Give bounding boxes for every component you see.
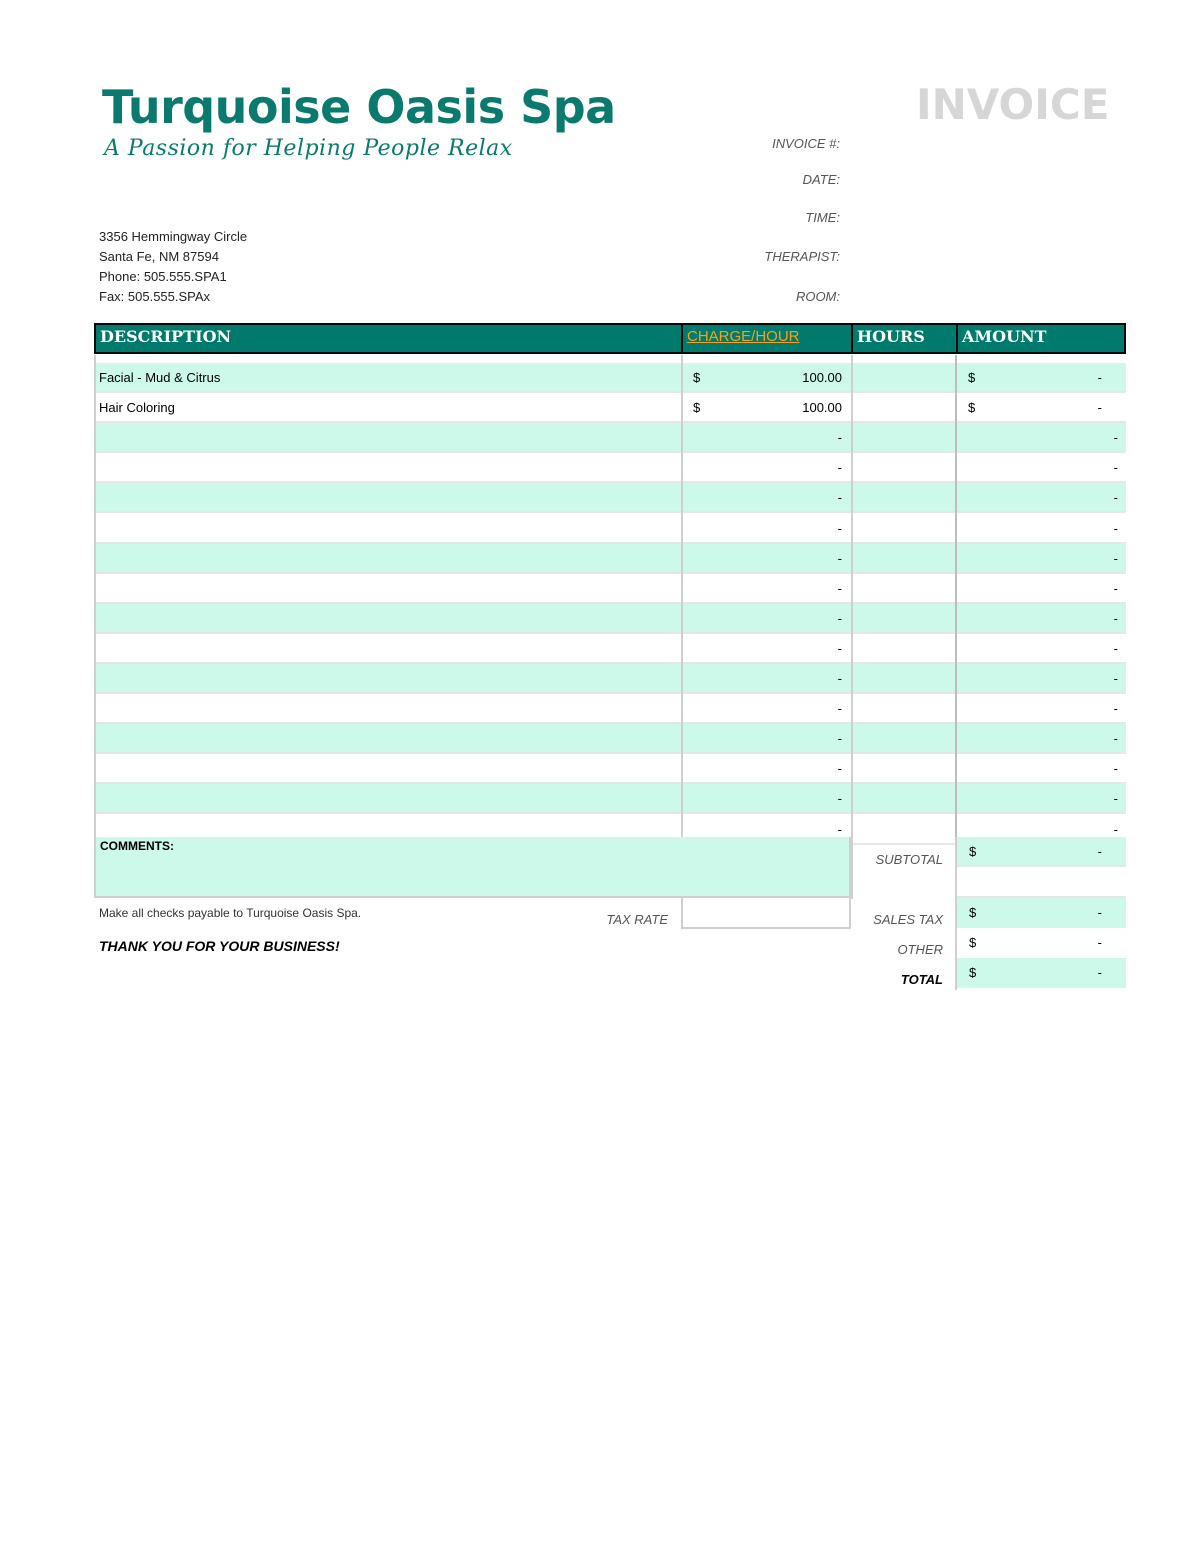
therapist-label: THERAPIST:	[764, 249, 840, 264]
date-label: DATE:	[802, 172, 840, 187]
charge-cell[interactable]: -	[837, 731, 842, 747]
table-row[interactable]	[94, 694, 1126, 724]
other-currency: $	[969, 935, 977, 950]
description-cell[interactable]: Facial - Mud & Citrus	[99, 370, 221, 385]
phone-line: Phone: 505.555.SPA1	[99, 269, 227, 284]
charge-cell[interactable]: 100.00	[802, 370, 842, 385]
amount-cell[interactable]: -	[1113, 731, 1118, 747]
charge-cell[interactable]: -	[837, 610, 842, 626]
company-name: Turquoise Oasis Spa	[102, 80, 616, 134]
thank-you-message: THANK YOU FOR YOUR BUSINESS!	[99, 938, 340, 954]
table-row[interactable]	[94, 453, 1126, 483]
amount-cell[interactable]: -	[1113, 550, 1118, 566]
sales-tax-label: SALES TAX	[873, 912, 943, 927]
description-cell[interactable]: Hair Coloring	[99, 400, 175, 416]
charge-cell[interactable]: -	[837, 580, 842, 596]
column-divider	[851, 355, 853, 845]
table-row[interactable]	[94, 574, 1126, 604]
amount-cell[interactable]: -	[1113, 490, 1118, 506]
comments-box[interactable]	[94, 837, 851, 898]
tax-rate-input[interactable]	[681, 898, 851, 929]
other-label: OTHER	[897, 942, 943, 957]
table-header	[94, 323, 1126, 354]
amount-cell[interactable]: -	[1113, 460, 1118, 476]
table-row[interactable]	[94, 664, 1126, 694]
fax-line: Fax: 505.555.SPAx	[99, 289, 211, 304]
charge-cell[interactable]: -	[837, 821, 842, 837]
amount-cell[interactable]: -	[1113, 821, 1118, 837]
header-charge-hour[interactable]: CHARGE/HOUR	[687, 328, 800, 345]
amount-cell[interactable]: -	[1113, 610, 1118, 626]
column-divider	[94, 355, 96, 845]
amount-cell[interactable]: -	[1097, 370, 1102, 385]
charge-cell[interactable]: -	[837, 671, 842, 686]
charge-cell[interactable]: -	[837, 701, 842, 717]
amount-cell[interactable]: -	[1113, 701, 1118, 717]
address-line-2: Santa Fe, NM 87594	[99, 249, 219, 264]
amount-cell[interactable]: -	[1113, 580, 1118, 596]
table-row[interactable]	[94, 544, 1126, 574]
table-row[interactable]	[94, 634, 1126, 664]
comments-label: COMMENTS:	[100, 839, 174, 853]
table-row[interactable]	[94, 724, 1126, 754]
address-line-1: 3356 Hemmingway Circle	[99, 229, 248, 244]
column-divider	[955, 355, 957, 845]
charge-cell[interactable]: -	[837, 520, 842, 536]
amount-cell[interactable]: -	[1113, 791, 1118, 807]
column-divider	[681, 355, 683, 845]
sales-tax-value	[957, 898, 1126, 928]
header-description: DESCRIPTION	[100, 327, 232, 346]
table-row[interactable]	[94, 483, 1126, 513]
amount-cell[interactable]: -	[1113, 761, 1118, 777]
other-value[interactable]	[957, 928, 1126, 958]
charge-cell[interactable]: -	[837, 761, 842, 777]
table-row[interactable]	[94, 393, 1126, 423]
charge-cell[interactable]: -	[837, 430, 842, 446]
tax-rate-label: TAX RATE	[606, 912, 668, 927]
other-amount: -	[1097, 935, 1102, 950]
amount-cell[interactable]: -	[1097, 400, 1102, 416]
subtotal-value	[957, 837, 1126, 867]
charge-cell[interactable]: -	[837, 460, 842, 476]
table-row[interactable]	[94, 514, 1126, 544]
subtotal-spacer	[957, 868, 1126, 898]
charge-cell[interactable]: -	[837, 550, 842, 566]
amount-cell[interactable]: -	[1113, 520, 1118, 536]
table-row[interactable]	[94, 784, 1126, 814]
time-label: TIME:	[805, 210, 840, 225]
charge-currency-cell[interactable]: $	[693, 400, 701, 416]
charge-currency-cell[interactable]: $	[693, 370, 701, 385]
sales-tax-currency: $	[969, 905, 977, 920]
table-row[interactable]	[94, 423, 1126, 453]
charge-cell[interactable]: -	[837, 490, 842, 506]
amount-cell[interactable]: -	[1113, 430, 1118, 446]
company-tagline: A Passion for Helping People Relax	[104, 136, 513, 161]
charge-cell[interactable]: -	[837, 640, 842, 656]
invoice-title: INVOICE	[916, 80, 1110, 129]
total-currency: $	[969, 965, 977, 980]
charge-cell[interactable]: -	[837, 791, 842, 807]
header-amount: AMOUNT	[962, 327, 1047, 346]
sales-tax-amount: -	[1097, 905, 1102, 920]
total-label: TOTAL	[900, 972, 943, 987]
header-hours: HOURS	[857, 327, 925, 346]
table-row[interactable]	[94, 754, 1126, 784]
totals-divider	[851, 837, 853, 899]
amount-currency-cell[interactable]: $	[968, 400, 976, 416]
amount-cell[interactable]: -	[1113, 640, 1118, 656]
amount-currency-cell[interactable]: $	[968, 370, 976, 385]
subtotal-label: SUBTOTAL	[875, 852, 943, 867]
table-row[interactable]	[94, 363, 1126, 393]
invoice-number-label: INVOICE #:	[772, 136, 840, 151]
total-value	[957, 958, 1126, 988]
total-amount: -	[1097, 965, 1102, 980]
table-row[interactable]	[94, 604, 1126, 634]
charge-cell[interactable]: 100.00	[802, 400, 842, 416]
subtotal-currency: $	[969, 844, 977, 859]
subtotal-amount: -	[1097, 844, 1102, 859]
payable-note: Make all checks payable to Turquoise Oasis Spa.	[99, 906, 362, 920]
room-label: ROOM:	[795, 289, 840, 304]
amount-cell[interactable]: -	[1113, 671, 1118, 686]
